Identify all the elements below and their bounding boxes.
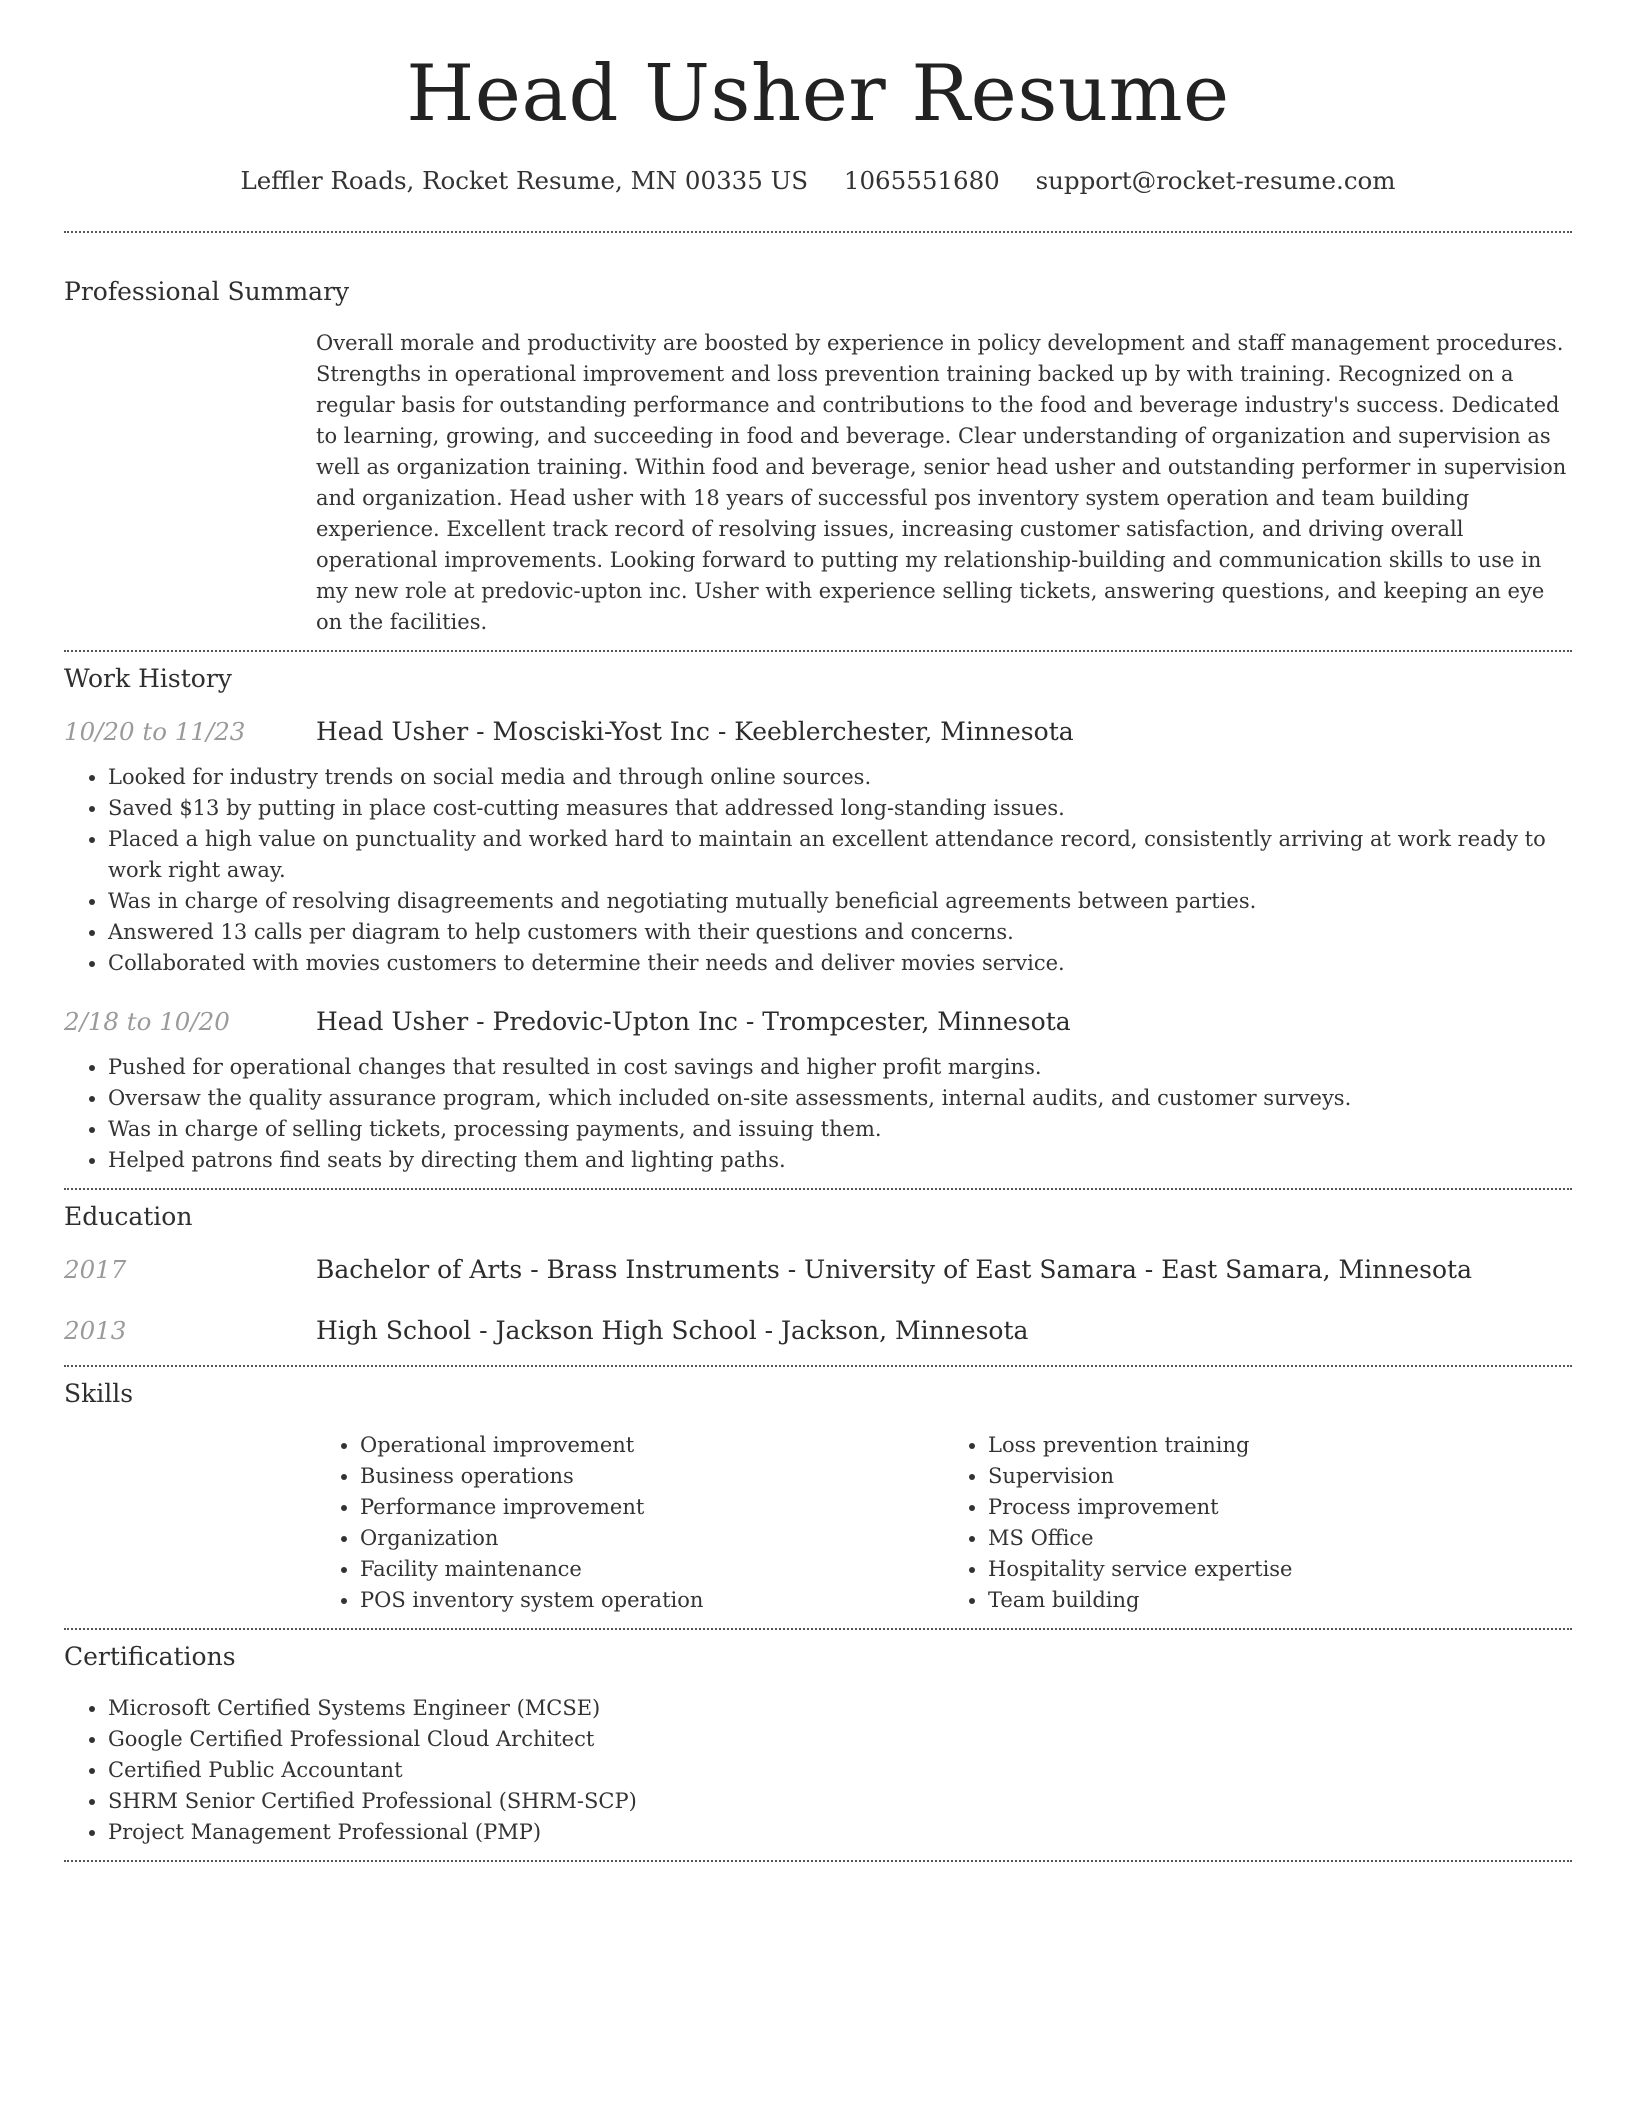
job-entry [64,1007,1572,1188]
list-item: • Certified Public Accountant [108,1755,1572,1786]
divider [64,231,1572,233]
list-item: • Hospitality service expertise [988,1554,1572,1585]
list-item: • Business operations [360,1461,944,1492]
list-item: • Saved $13 by putting in place cost-cutting measures that addressed long-standing issues. [108,793,1572,824]
list-item: • Process improvement [988,1492,1572,1523]
certifications-heading: Certifications [64,1641,236,1671]
certifications-list [64,1693,1572,1860]
list-item: • Project Management Professional (PMP) [108,1817,1572,1848]
job-title: Head Usher - Mosciski-Yost Inc - Keeblerchester, Minnesota [316,716,1074,746]
certifications-section [64,1642,1572,1860]
divider [64,1628,1572,1630]
list-item: • Facility maintenance [360,1554,944,1585]
work-section [64,664,1572,1188]
work-heading: Work History [64,663,232,693]
skills-heading: Skills [64,1378,134,1408]
education-degree: Bachelor of Arts - Brass Instruments - University of East Samara - East Samara, Minnesota [316,1254,1472,1284]
resume-page [64,0,1572,1862]
list-item: • Was in charge of resolving disagreements and negotiating mutually beneficial agreements between parties. [108,886,1572,917]
skills-columns [316,1430,1572,1628]
education-heading: Education [64,1201,193,1231]
list-item: • Placed a high value on punctuality and worked hard to maintain an excellent attendance record, consistently arriving at work ready to work right away. [108,824,1572,886]
list-item: • Organization [360,1523,944,1554]
contact-phone: 1065551680 [843,165,1000,195]
education-year: 2017 [64,1254,127,1284]
divider [64,1365,1572,1367]
resume-title: Head Usher Resume [406,49,1230,139]
list-item: • MS Office [988,1523,1572,1554]
list-item: • Helped patrons find seats by directing them and lighting paths. [108,1145,1572,1176]
job-dates: 10/20 to 11/23 [64,716,246,746]
list-item: • Operational improvement [360,1430,944,1461]
skills-list-right [944,1430,1572,1616]
list-item: • Answered 13 calls per diagram to help customers with their questions and concerns. [108,917,1572,948]
skills-list-left [316,1430,944,1616]
summary-heading: Professional Summary [64,276,350,306]
education-entry [64,1255,1572,1284]
education-degree: High School - Jackson High School - Jackson, Minnesota [316,1315,1029,1345]
list-item: • Looked for industry trends on social media and through online sources. [108,762,1572,793]
job-title: Head Usher - Predovic-Upton Inc - Trompcester, Minnesota [316,1006,1071,1036]
job-entry [64,717,1572,979]
list-item: • Team building [988,1585,1572,1616]
contact-email: support@rocket-resume.com [1035,165,1396,195]
list-item: • Pushed for operational changes that resulted in cost savings and higher profit margins. [108,1052,1572,1083]
list-item: • Performance improvement [360,1492,944,1523]
divider [64,1860,1572,1862]
contact-line [64,166,1572,195]
job-bullets [64,762,1572,979]
list-item: • POS inventory system operation [360,1585,944,1616]
list-item: • Microsoft Certified Systems Engineer (MCSE) [108,1693,1572,1724]
divider [64,650,1572,652]
job-dates: 2/18 to 10/20 [64,1006,230,1036]
divider [64,1188,1572,1190]
list-item: • Google Certified Professional Cloud Architect [108,1724,1572,1755]
summary-section [64,277,1572,650]
education-entry [64,1316,1572,1365]
skills-section [64,1379,1572,1628]
list-item: • Loss prevention training [988,1430,1572,1461]
list-item: • Oversaw the quality assurance program, which included on-site assessments, internal audits, and customer surveys. [108,1083,1572,1114]
list-item: • Was in charge of selling tickets, processing payments, and issuing them. [108,1114,1572,1145]
job-bullets [64,1052,1572,1188]
education-year: 2013 [64,1315,127,1345]
contact-address: Leffler Roads, Rocket Resume, MN 00335 US [240,165,809,195]
summary-text: Overall morale and productivity are boosted by experience in policy development and staff management procedures. Strengths in operational improvement and loss prevention training backed up by with training. Recognized on a regular basis for outstanding performance and contributions to the food and beverage industry's success. Dedicated to learning, growing, and succeeding in food and beverage. Clear understanding of organization and supervision as well as organization training. Within food and beverage, senior head usher and outstanding performer in supervision and organization. Head usher with 18 years of successful pos inventory system operation and team building experience. Excellent track record of resolving issues, increasing customer satisfaction, and driving overall operational improvements. Looking forward to putting my relationship-building and communication skills to use in my new role at predovic-upton inc. Usher with experience selling tickets, answering questions, and keeping an eye on the facilities. [316,330,1567,634]
list-item: • SHRM Senior Certified Professional (SHRM-SCP) [108,1786,1572,1817]
list-item: • Collaborated with movies customers to determine their needs and deliver movies service. [108,948,1572,979]
list-item: • Supervision [988,1461,1572,1492]
education-section [64,1202,1572,1365]
